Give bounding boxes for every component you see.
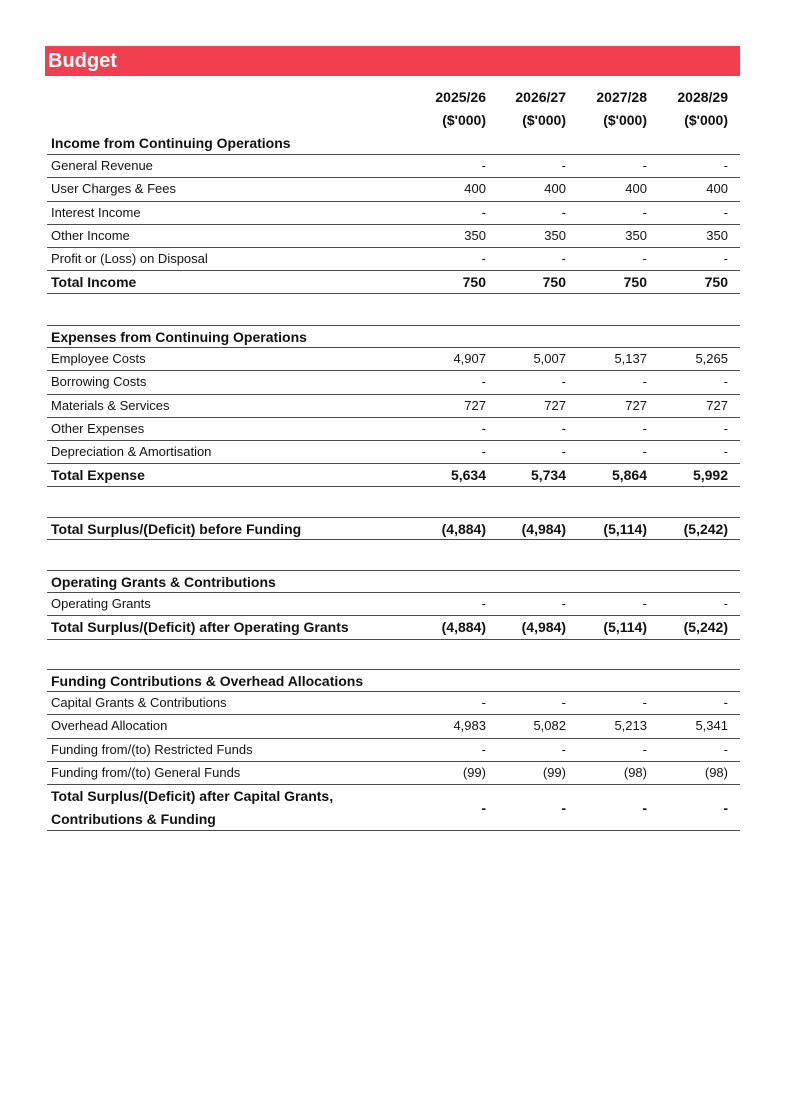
row-label: Operating Grants (51, 596, 151, 612)
cell-value: - (723, 204, 728, 220)
total-label: Total Expense (51, 467, 145, 484)
cell-value: 400 (544, 181, 566, 197)
cell-value: - (561, 374, 566, 390)
unit-header: ($'000) (603, 112, 647, 128)
cell-value: - (481, 250, 486, 266)
row-label: Profit or (Loss) on Disposal (51, 250, 208, 266)
row-label: General Revenue (51, 158, 153, 174)
total-value: (4,984) (521, 619, 566, 636)
year-header: 2028/29 (677, 89, 728, 105)
table-row (47, 348, 740, 371)
section-heading-label: Expenses from Continuing Operations (51, 329, 307, 345)
table-row (47, 395, 740, 418)
cell-value: 727 (625, 397, 647, 413)
cell-value: 350 (544, 227, 566, 243)
cell-value: - (723, 596, 728, 612)
total-value: (5,242) (683, 619, 728, 636)
cell-value: - (561, 158, 566, 174)
row-label: Materials & Services (51, 397, 170, 413)
total-value: (4,884) (441, 619, 486, 636)
total-value: - (561, 799, 566, 816)
total-value: 750 (542, 274, 566, 291)
total-row (47, 271, 740, 294)
cell-value: 350 (625, 227, 647, 243)
cell-value: - (561, 596, 566, 612)
surplus-before-funding-section (47, 517, 740, 540)
unit-header: ($'000) (442, 112, 486, 128)
cell-value: - (642, 374, 647, 390)
total-row (47, 785, 740, 831)
cell-value: 400 (625, 181, 647, 197)
total-value: 5,992 (692, 467, 728, 484)
total-value: 5,864 (611, 467, 647, 484)
row-label: Overhead Allocation (51, 718, 168, 734)
cell-value: 5,341 (695, 718, 728, 734)
cell-value: 4,983 (453, 718, 486, 734)
cell-value: - (481, 374, 486, 390)
total-label: Total Income (51, 274, 137, 291)
section-heading (47, 570, 740, 593)
section-heading-label: Income from Continuing Operations (51, 135, 291, 151)
cell-value: - (561, 250, 566, 266)
row-label: Depreciation & Amortisation (51, 443, 212, 459)
cell-value: 350 (464, 227, 486, 243)
cell-value: - (723, 250, 728, 266)
cell-value: - (561, 695, 566, 711)
cell-value: - (481, 741, 486, 757)
total-value: - (642, 799, 647, 816)
operating-grants-section (47, 570, 740, 640)
row-label: User Charges & Fees (51, 181, 176, 197)
total-value: 5,634 (450, 467, 486, 484)
cell-value: 400 (464, 181, 486, 197)
total-label: Total Surplus/(Deficit) after Operating Grants (51, 619, 349, 636)
cell-value: - (642, 204, 647, 220)
table-row (47, 225, 740, 248)
cell-value: - (561, 204, 566, 220)
cell-value: - (642, 443, 647, 459)
cell-value: - (642, 250, 647, 266)
total-label: Total Surplus/(Deficit) before Funding (51, 521, 302, 537)
section-heading-label: Operating Grants & Contributions (51, 574, 276, 590)
total-value: 750 (704, 274, 728, 291)
cell-value: (99) (462, 764, 486, 780)
section-heading-label: Funding Contributions & Overhead Allocations (51, 673, 364, 689)
cell-value: (99) (542, 764, 566, 780)
row-label: Employee Costs (51, 351, 146, 367)
page-title: Budget (48, 50, 117, 72)
total-value: (5,114) (603, 521, 647, 537)
cell-value: (98) (623, 764, 647, 780)
section-heading (47, 669, 740, 692)
cell-value: 5,265 (695, 351, 728, 367)
cell-value: 350 (706, 227, 728, 243)
table-row (47, 371, 740, 394)
cell-value: - (481, 420, 486, 436)
total-value: - (723, 799, 728, 816)
year-header: 2027/28 (596, 89, 647, 105)
cell-value: - (481, 158, 486, 174)
cell-value: (98) (704, 764, 728, 780)
unit-header-row (47, 109, 740, 131)
total-row (47, 616, 740, 639)
total-value: (4,984) (521, 521, 566, 537)
total-value: 750 (623, 274, 647, 291)
row-label: Other Expenses (51, 420, 145, 436)
cell-value: 5,213 (614, 718, 647, 734)
total-value: (5,242) (683, 521, 728, 537)
year-header: 2026/27 (515, 89, 566, 105)
expenses-section (47, 325, 740, 487)
cell-value: - (481, 596, 486, 612)
row-label: Funding from/(to) General Funds (51, 764, 241, 780)
cell-value: - (723, 443, 728, 459)
cell-value: - (723, 374, 728, 390)
table-row (47, 202, 740, 225)
unit-header: ($'000) (522, 112, 566, 128)
year-header-row (47, 86, 740, 108)
total-label (51, 785, 333, 831)
year-header: 2025/26 (435, 89, 486, 105)
total-value: 750 (462, 274, 486, 291)
cell-value: - (561, 420, 566, 436)
cell-value: - (723, 420, 728, 436)
cell-value: - (642, 420, 647, 436)
income-section (47, 132, 740, 294)
row-label: Funding from/(to) Restricted Funds (51, 741, 253, 757)
section-heading (47, 132, 740, 155)
total-label-line: Contributions & Funding (51, 810, 216, 827)
cell-value: - (723, 158, 728, 174)
cell-value: 727 (544, 397, 566, 413)
table-row (47, 248, 740, 271)
row-label: Other Income (51, 227, 130, 243)
table-row (47, 692, 740, 715)
unit-header: ($'000) (684, 112, 728, 128)
total-row (47, 464, 740, 487)
row-label: Interest Income (51, 204, 141, 220)
section-heading (47, 325, 740, 348)
cell-value: - (723, 741, 728, 757)
table-row (47, 418, 740, 441)
funding-section (47, 669, 740, 831)
cell-value: 727 (706, 397, 728, 413)
table-row (47, 762, 740, 785)
total-value: (4,884) (441, 521, 486, 537)
cell-value: - (642, 158, 647, 174)
cell-value: - (642, 596, 647, 612)
cell-value: 400 (706, 181, 728, 197)
total-value: - (481, 799, 486, 816)
table-row (47, 178, 740, 201)
total-value: (5,114) (603, 619, 647, 636)
table-row (47, 739, 740, 762)
row-label: Capital Grants & Contributions (51, 695, 227, 711)
table-row (47, 441, 740, 464)
cell-value: - (481, 443, 486, 459)
cell-value: 5,082 (533, 718, 566, 734)
cell-value: 4,907 (453, 351, 486, 367)
total-row (47, 517, 740, 540)
total-value: 5,734 (530, 467, 566, 484)
cell-value: - (561, 443, 566, 459)
cell-value: 727 (464, 397, 486, 413)
total-label-line: Total Surplus/(Deficit) after Capital Grants, (51, 787, 334, 804)
budget-title-banner (45, 46, 740, 76)
table-row (47, 715, 740, 738)
table-row (47, 155, 740, 178)
cell-value: 5,007 (533, 351, 566, 367)
cell-value: - (723, 695, 728, 711)
cell-value: - (481, 695, 486, 711)
cell-value: - (481, 204, 486, 220)
cell-value: - (642, 695, 647, 711)
cell-value: 5,137 (614, 351, 647, 367)
row-label: Borrowing Costs (51, 374, 147, 390)
cell-value: - (561, 741, 566, 757)
cell-value: - (642, 741, 647, 757)
table-row (47, 593, 740, 616)
